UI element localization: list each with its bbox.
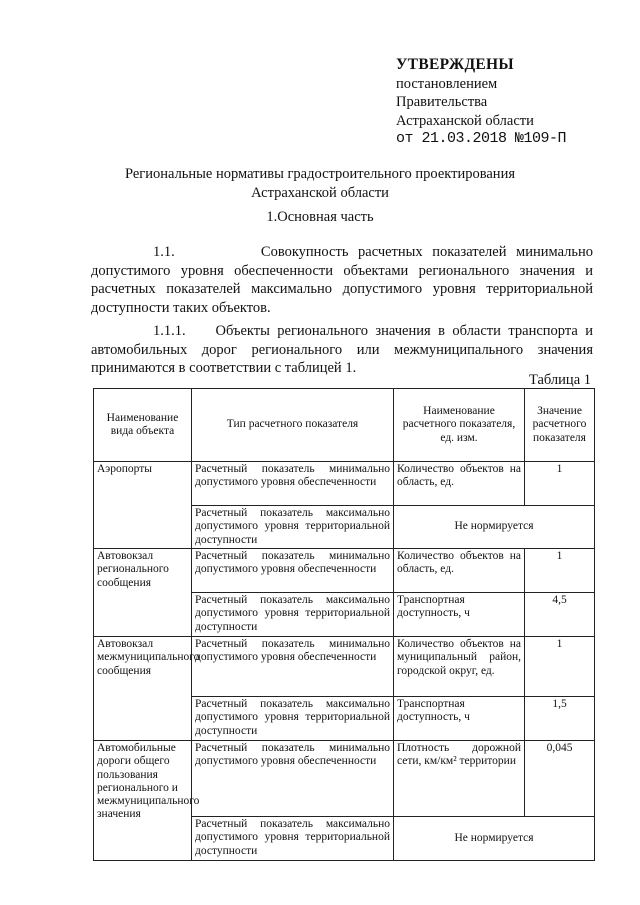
not-regulated-cell: Не нормируется (394, 506, 595, 549)
table-row (94, 637, 595, 697)
table-row (94, 741, 595, 817)
approval-heading: УТВЕРЖДЕНЫ (396, 56, 514, 73)
table-caption: Таблица 1 (528, 372, 591, 388)
type-cell: Расчетный показатель минимально допустимого уровня обеспеченности (192, 549, 394, 593)
object-cell: Автовокзал межмуниципального сообщения (94, 637, 192, 741)
name-cell: Количество объектов на муниципальный район, городской округ, ед. (394, 637, 525, 697)
name-cell: Количество объектов на область, ед. (394, 462, 525, 506)
table-row (94, 462, 595, 506)
not-regulated-cell: Не нормируется (394, 817, 595, 861)
name-cell: Плотность дорожной сети, км/км² территории (394, 741, 525, 817)
header-object: Наименование вида объекта (94, 389, 192, 462)
value-cell: 1 (525, 549, 595, 593)
approval-line-2: Правительства (396, 94, 488, 110)
type-cell: Расчетный показатель максимально допустимого уровня территориальной доступности (192, 697, 394, 741)
approval-line-1: постановлением (396, 75, 498, 92)
header-value: Значение расчетного показателя (525, 389, 595, 462)
paragraph-1-1-1 (91, 322, 593, 378)
name-cell: Транспортная доступность, ч (394, 593, 525, 637)
paragraph-number: 1.1. (153, 244, 175, 260)
paragraph-number: 1.1.1. (153, 323, 186, 339)
type-cell: Расчетный показатель минимально допустимого уровня обеспеченности (192, 637, 394, 697)
name-cell: Количество объектов на область, ед. (394, 549, 525, 593)
type-cell: Расчетный показатель максимально допустимого уровня территориальной доступности (192, 506, 394, 549)
name-cell: Транспортная доступность, ч (394, 697, 525, 741)
norms-table (93, 388, 595, 861)
title-line-1: Региональные нормативы градостроительного проектирования (124, 166, 515, 182)
type-cell: Расчетный показатель минимально допустимого уровня обеспеченности (192, 462, 394, 506)
document-title (0, 165, 640, 203)
header-type: Тип расчетного показателя (192, 389, 394, 462)
object-cell: Автовокзал регионального сообщения (94, 549, 192, 637)
value-cell: 1,5 (525, 697, 595, 741)
object-cell: Аэропорты (94, 462, 192, 549)
object-cell: Автомобильные дороги общего пользования регионального и межмуниципального значения (94, 741, 192, 861)
header-name: Наименование расчетного показателя, ед. изм. (394, 389, 525, 462)
paragraph-1-1 (91, 243, 593, 317)
type-cell: Расчетный показатель минимально допустимого уровня обеспеченности (192, 741, 394, 817)
approval-line-3: Астраханской области (396, 112, 534, 129)
value-cell: 0,045 (525, 741, 595, 817)
type-cell: Расчетный показатель максимально допустимого уровня территориальной доступности (192, 593, 394, 637)
title-line-2: Астраханской области (251, 185, 389, 201)
table-header-row (94, 389, 595, 462)
table-row (94, 549, 595, 593)
value-cell: 4,5 (525, 593, 595, 637)
paragraph-text: Объекты регионального значения в области транспорта и автомобильных дорог регионального или межмуниципального значения принимаются в соответствии с таблицей 1. (91, 323, 593, 376)
value-cell: 1 (525, 637, 595, 697)
value-cell: 1 (525, 462, 595, 506)
section-heading: 1.Основная часть (266, 209, 374, 225)
paragraph-text: Совокупность расчетных показателей минимально допустимого уровня обеспеченности объектами регионального значения и расчетных показателей максимально допустимого уровня территориальной доступности таких объектов. (91, 244, 594, 316)
approval-date: от 21.03.2018 №109-П (396, 130, 567, 147)
approval-block (396, 56, 566, 149)
type-cell: Расчетный показатель максимально допустимого уровня территориальной доступности (192, 817, 394, 861)
